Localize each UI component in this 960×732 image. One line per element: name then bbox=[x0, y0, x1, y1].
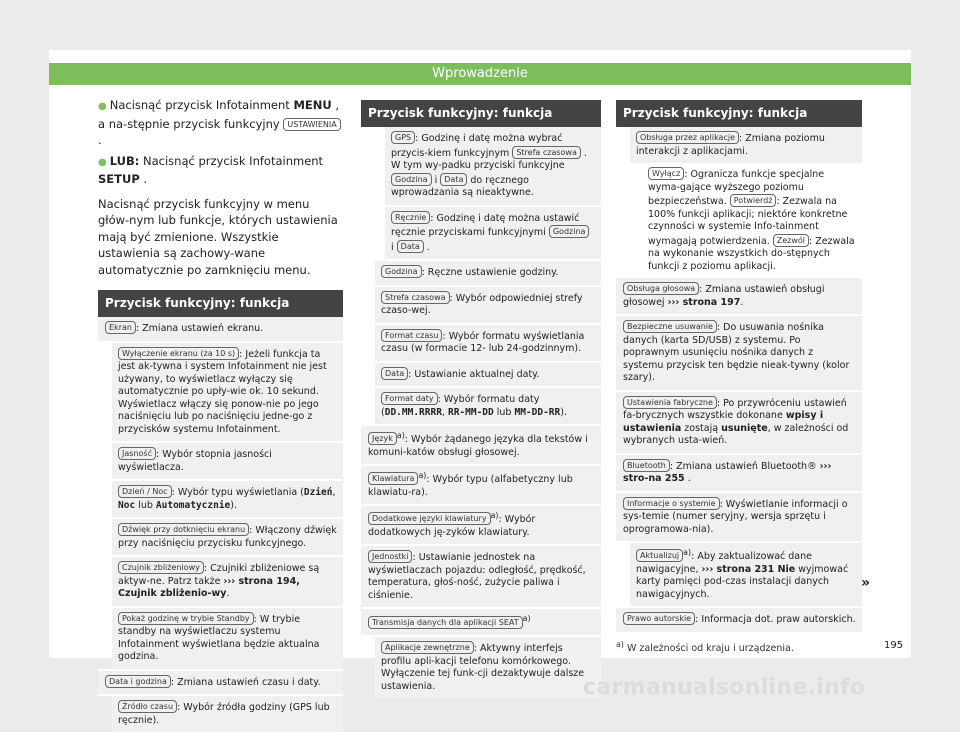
table-row: Obsługa głosowa : Zmiana ustawień obsługi głosowej ››› strona 197. bbox=[616, 278, 862, 314]
table-row: Wyłączenie ekranu (za 10 s) : Jeżeli funkcja ta jest ak-tywna i system Infotainment nie jest używany, to wyświetlacz wyłączy się automatycznie po upły-wie ok. 10 sekund. Wyświetlacz włączy się ponow-nie po jego naciśnięciu lub po naciśnięciu jedne-go z przycisków systemu Infotainment. bbox=[112, 343, 343, 442]
table-row: Aktualizuj $^{a)}$: Aby zaktualizować dane nawigacyjne, ››› strona 231 Nie wyjmować karty pamięci pod-czas instalacji danych nawigacyjnych. bbox=[630, 543, 862, 606]
table-row: Ręcznie : Godzinę i datę można ustawić ręcznie przyciskami funkcyjnymi Godzina i Data . bbox=[385, 207, 601, 260]
table-row: Czujnik zbliżeniowy : Czujniki zbliżeniowe są aktyw-ne. Patrz także ››› strona 194, Czujnik zbliżenio-wy. bbox=[112, 557, 343, 606]
table-row: Pokaż godzinę w trybie Standby : W trybie standby na wyświetlaczu systemu Infotainment wyświetlana będzie aktualna godzina. bbox=[112, 608, 343, 669]
table-row: Prawo autorskie : Informacja dot. praw autorskich. bbox=[616, 608, 862, 632]
table-row: Jasność : Wybór stopnia jasności wyświetlacza. bbox=[112, 443, 343, 479]
table-row: Źródło czasu : Wybór źródła godziny (GPS lub ręcznie). bbox=[112, 696, 343, 732]
table-row: Obsługa przez aplikacje : Zmiana poziomu interakcji z aplikacjami. bbox=[630, 127, 862, 163]
table-row: Bezpieczne usuwanie : Do usuwania nośnika danych (karta SD/USB) z systemu. Po poprawnym usunięciu nośnika danych z systemu przycisk ten będzie nieak-tywny (kolor szary). bbox=[616, 316, 862, 390]
section-banner: Wprowadzenie bbox=[49, 63, 911, 85]
table-row: Dodatkowe języki klawiatury $^{a)}$: Wybór dodatkowych ję-zyków klawiatury. bbox=[361, 506, 601, 544]
table-row: Ustawienia fabryczne : Po przywróceniu ustawień fa-brycznych wszystkie dokonane wpisy i ustawienia zostają usunięte, w zależności od wybranych usta-wień. bbox=[616, 392, 862, 453]
table-row: Godzina : Ręczne ustawienie godziny. bbox=[375, 261, 601, 285]
intro-paragraph: Nacisnąć przycisk funkcyjny w menu głów-nym lub funkcje, których ustawienia mają być zmienione. Wszystkie ustawienia są zachowy-wane automatycznie po zamknięciu menu. bbox=[98, 196, 338, 277]
table-row: Data i godzina : Zmiana ustawień czasu i daty. bbox=[98, 671, 343, 695]
table-row: Jednostki : Ustawianie jednostek na wyświetlaczach pojazdu: odległość, prędkość, temperatura, głoś-ność, zużycie paliwa i ciśnienie. bbox=[361, 546, 601, 607]
table-row: Ekran : Zmiana ustawień ekranu. bbox=[98, 317, 343, 341]
table-row: Język $^{a)}$: Wybór żądanego języka dla tekstów i komuni-katów obsługi głosowej. bbox=[361, 426, 601, 464]
intro-bullet-2: ● LUB: Nacisnąć przycisk Infotainment SETUP . bbox=[98, 153, 324, 186]
table-row: Klawiatura $^{a)}$: Wybór typu (alfabetyczny lub klawiatu-ra). bbox=[361, 466, 601, 504]
table-title: Przycisk funkcyjny: funkcja bbox=[361, 100, 601, 127]
function-table-1 bbox=[98, 290, 343, 732]
table-row: Aplikacje zewnętrzne : Aktywny interfejs profilu apli-kacji telefonu komórkowego. Wyłączenie tej funk-cji dezaktywuje dalsze ustawienia. bbox=[375, 637, 601, 698]
table-row: Informacje o systemie : Wyświetlanie informacji o sys-temie (numer seryjny, wersja sprzętu i oprogramowa-nia). bbox=[616, 493, 862, 542]
table-row: Wyłącz : Ogranicza funkcje specjalne wyma-gające wyższego poziomu bezpieczeństwa. Potwierdź : Zezwala na 100% funkcji aplikacji; niektóre konkretne czynności w systemie Info-tainment wymagają potwierdzenia. Zezwól : Zezwala na wykonanie wszystkich do-stępnych funkcji z poziomu aplikacji. bbox=[642, 163, 862, 278]
table-row: Data : Ustawianie aktualnej daty. bbox=[375, 363, 601, 387]
table-row: GPS : Godzinę i datę można wybrać przycis-kiem funkcyjnym Strefa czasowa . W tym wy-padku przyciski funkcyjne Godzina i Data do ręcznego wprowadzania są nieaktywne. bbox=[385, 127, 601, 205]
column-1 bbox=[98, 97, 343, 732]
table-row: Dźwięk przy dotknięciu ekranu : Włączony dźwięk przy naciśnięciu przycisku funkcyjnego. bbox=[112, 519, 343, 555]
watermark: carmanualsonline.info bbox=[583, 675, 866, 700]
column-3 bbox=[616, 100, 862, 654]
continue-arrow-icon: » bbox=[861, 575, 871, 591]
bullet-icon: ● bbox=[98, 101, 107, 112]
menu-key: MENU bbox=[293, 98, 332, 112]
page-number: 195 bbox=[884, 640, 904, 651]
table-title: Przycisk funkcyjny: funkcja bbox=[616, 100, 862, 127]
table-row: Dzień / Noc : Wybór typu wyświetlania (Dzień, Noc lub Automatycznie). bbox=[112, 481, 343, 517]
setup-key: SETUP bbox=[98, 172, 140, 186]
table-row: Transmisja danych dla aplikacji SEAT $^{a)}$ bbox=[361, 609, 601, 635]
footnote: $^{a)}$ W zależności od kraju i urządzenia. bbox=[616, 639, 794, 654]
table-title: Przycisk funkcyjny: funkcja bbox=[98, 290, 343, 317]
table-row: Format daty : Wybór formatu daty (DD.MM.RRRR, RR-MM-DD lub MM-DD-RR). bbox=[375, 388, 601, 424]
intro-bullet-1: ● Nacisnąć przycisk Infotainment MENU , a na-stępnie przycisk funkcyjny USTAWIENIA . bbox=[98, 98, 340, 147]
ustawienia-button[interactable]: USTAWIENIA bbox=[283, 118, 340, 131]
table-row: Strefa czasowa : Wybór odpowiedniej strefy czaso-wej. bbox=[375, 287, 601, 323]
column-2 bbox=[361, 100, 601, 698]
table-row: Bluetooth : Zmiana ustawień Bluetooth® ››› stro-na 255 . bbox=[616, 455, 862, 491]
bullet-icon: ● bbox=[98, 156, 107, 168]
table-row: Format czasu : Wybór formatu wyświetlania czasu (w formacie 12- lub 24-godzinnym). bbox=[375, 325, 601, 361]
